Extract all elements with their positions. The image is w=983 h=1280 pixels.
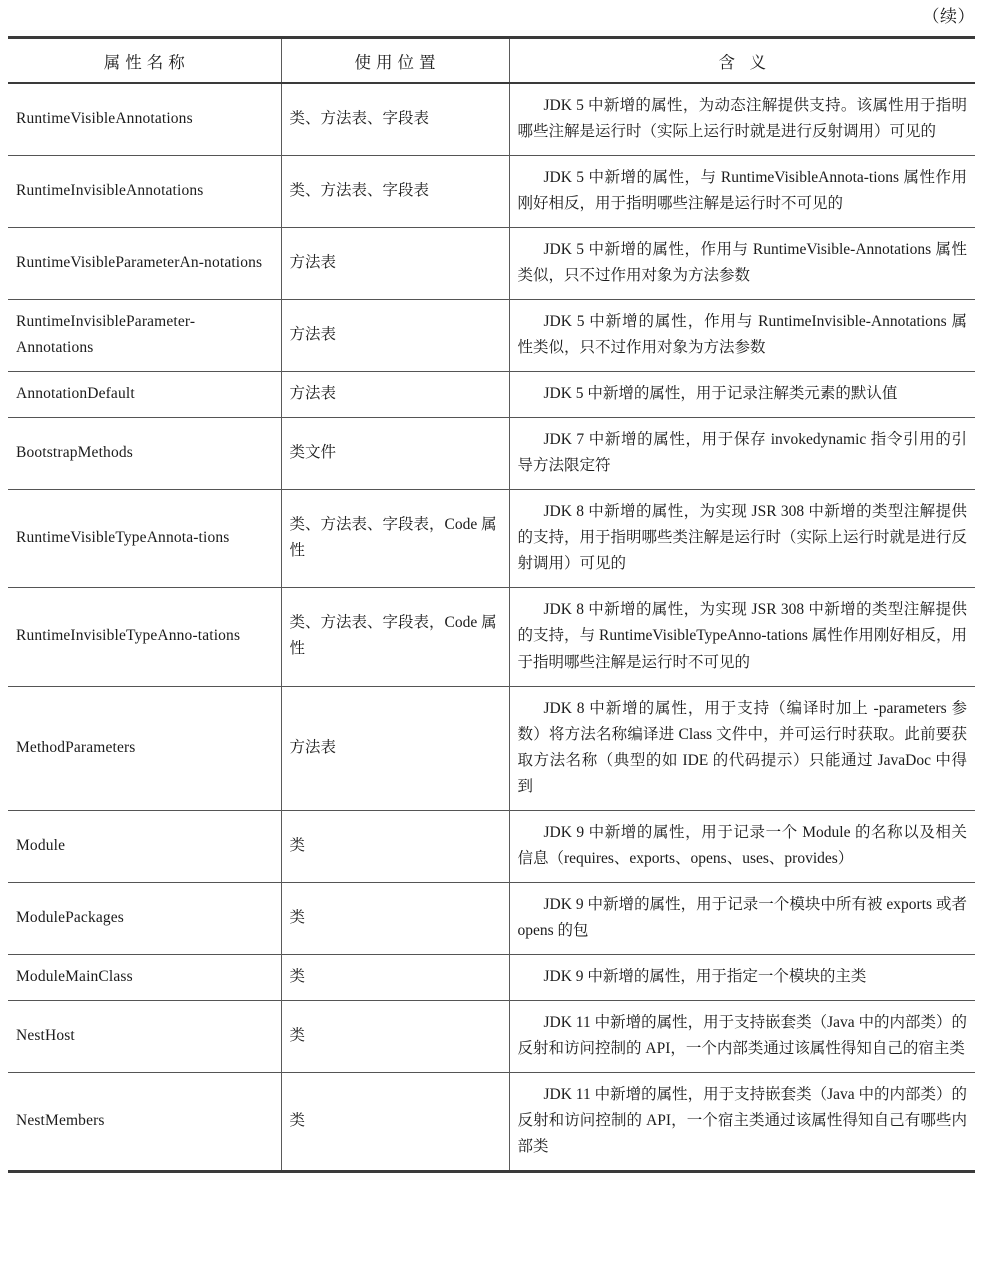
cell-usage-location: 方法表 [281,372,509,418]
cell-usage-location: 类、方法表、字段表 [281,83,509,156]
table-row [8,686,975,810]
cell-attribute-name: RuntimeVisibleTypeAnnota-tions [8,490,281,588]
cell-usage-location: 方法表 [281,228,509,300]
cell-meaning: JDK 11 中新增的属性，用于支持嵌套类（Java 中的内部类）的反射和访问控制的 API，一个宿主类通过该属性得知自己有哪些内部类 [509,1072,975,1171]
cell-attribute-name: NestMembers [8,1072,281,1171]
cell-meaning: JDK 11 中新增的属性，用于支持嵌套类（Java 中的内部类）的反射和访问控制的 API，一个内部类通过该属性得知自己的宿主类 [509,1000,975,1072]
header-attribute-name: 属性名称 [8,38,281,84]
table-row [8,810,975,882]
table-row [8,418,975,490]
table-row [8,83,975,156]
cell-usage-location: 类、方法表、字段表，Code 属性 [281,588,509,686]
cell-meaning: JDK 8 中新增的属性，用于支持（编译时加上 -parameters 参数）将方法名称编译进 Class 文件中，并可运行时获取。此前要获取方法名称（典型的如 IDE 的代码提示）只能通过 JavaDoc 中得到 [509,686,975,810]
cell-meaning: JDK 9 中新增的属性，用于记录一个模块中所有被 exports 或者 opens 的包 [509,882,975,954]
table-row [8,882,975,954]
cell-attribute-name: NestHost [8,1000,281,1072]
cell-usage-location: 类 [281,1072,509,1171]
cell-meaning: JDK 9 中新增的属性，用于记录一个 Module 的名称以及相关信息（requires、exports、opens、uses、provides） [509,810,975,882]
table-row [8,300,975,372]
cell-meaning: JDK 5 中新增的属性，为动态注解提供支持。该属性用于指明哪些注解是运行时（实际上运行时就是进行反射调用）可见的 [509,83,975,156]
cell-attribute-name: RuntimeInvisibleTypeAnno-tations [8,588,281,686]
cell-usage-location: 类 [281,1000,509,1072]
cell-attribute-name: Module [8,810,281,882]
continuation-marker: （续） [922,7,975,26]
cell-meaning: JDK 5 中新增的属性，作用与 RuntimeInvisible-Annotations 属性类似，只不过作用对象为方法参数 [509,300,975,372]
table-row [8,490,975,588]
header-row [8,38,975,84]
cell-attribute-name: BootstrapMethods [8,418,281,490]
table-header [8,38,975,84]
cell-usage-location: 类、方法表、字段表 [281,156,509,228]
cell-attribute-name: RuntimeVisibleAnnotations [16,110,193,128]
cell-meaning: JDK 8 中新增的属性，为实现 JSR 308 中新增的类型注解提供的支持，与 RuntimeVisibleTypeAnno-tations 属性作用刚好相反，用于指明哪些注解是运行时不可见的 [509,588,975,686]
table-row [8,372,975,418]
cell-usage-location: 类文件 [281,418,509,490]
cell-attribute-name: RuntimeInvisibleAnnotations [8,156,281,228]
header-meaning: 含 义 [509,38,975,84]
cell-usage-location: 类 [281,882,509,954]
cell-attribute-name: AnnotationDefault [8,372,281,418]
cell-meaning: JDK 5 中新增的属性，用于记录注解类元素的默认值 [509,372,975,418]
cell-attribute-name: MethodParameters [8,686,281,810]
table-row [8,228,975,300]
cell-attribute-name: RuntimeInvisibleParameter-Annotations [8,300,281,372]
cell-meaning: JDK 7 中新增的属性，用于保存 invokedynamic 指令引用的引导方法限定符 [509,418,975,490]
cell-usage-location: 类、方法表、字段表，Code 属性 [281,490,509,588]
cell-usage-location: 类 [281,810,509,882]
cell-attribute-name: RuntimeVisibleParameterAn-notations [8,228,281,300]
table-row [8,588,975,686]
cell-attribute-name: ModulePackages [8,882,281,954]
cell-meaning: JDK 5 中新增的属性，与 RuntimeVisibleAnnota-tions 属性作用刚好相反，用于指明哪些注解是运行时不可见的 [509,156,975,228]
cell-usage-location: 方法表 [281,300,509,372]
table-row [8,954,975,1000]
attribute-table [8,36,975,1173]
cell-usage-location: 方法表 [281,686,509,810]
header-usage-location: 使用位置 [281,38,509,84]
table-row [8,1072,975,1171]
table-body [8,83,975,1171]
table-row [8,156,975,228]
table-row [8,1000,975,1072]
cell-meaning: JDK 5 中新增的属性，作用与 RuntimeVisible-Annotations 属性类似，只不过作用对象为方法参数 [509,228,975,300]
cell-attribute-name: ModuleMainClass [8,954,281,1000]
cell-meaning: JDK 9 中新增的属性，用于指定一个模块的主类 [509,954,975,1000]
cell-usage-location: 类 [281,954,509,1000]
cell-meaning: JDK 8 中新增的属性，为实现 JSR 308 中新增的类型注解提供的支持，用于指明哪些类注解是运行时（实际上运行时就是进行反射调用）可见的 [509,490,975,588]
